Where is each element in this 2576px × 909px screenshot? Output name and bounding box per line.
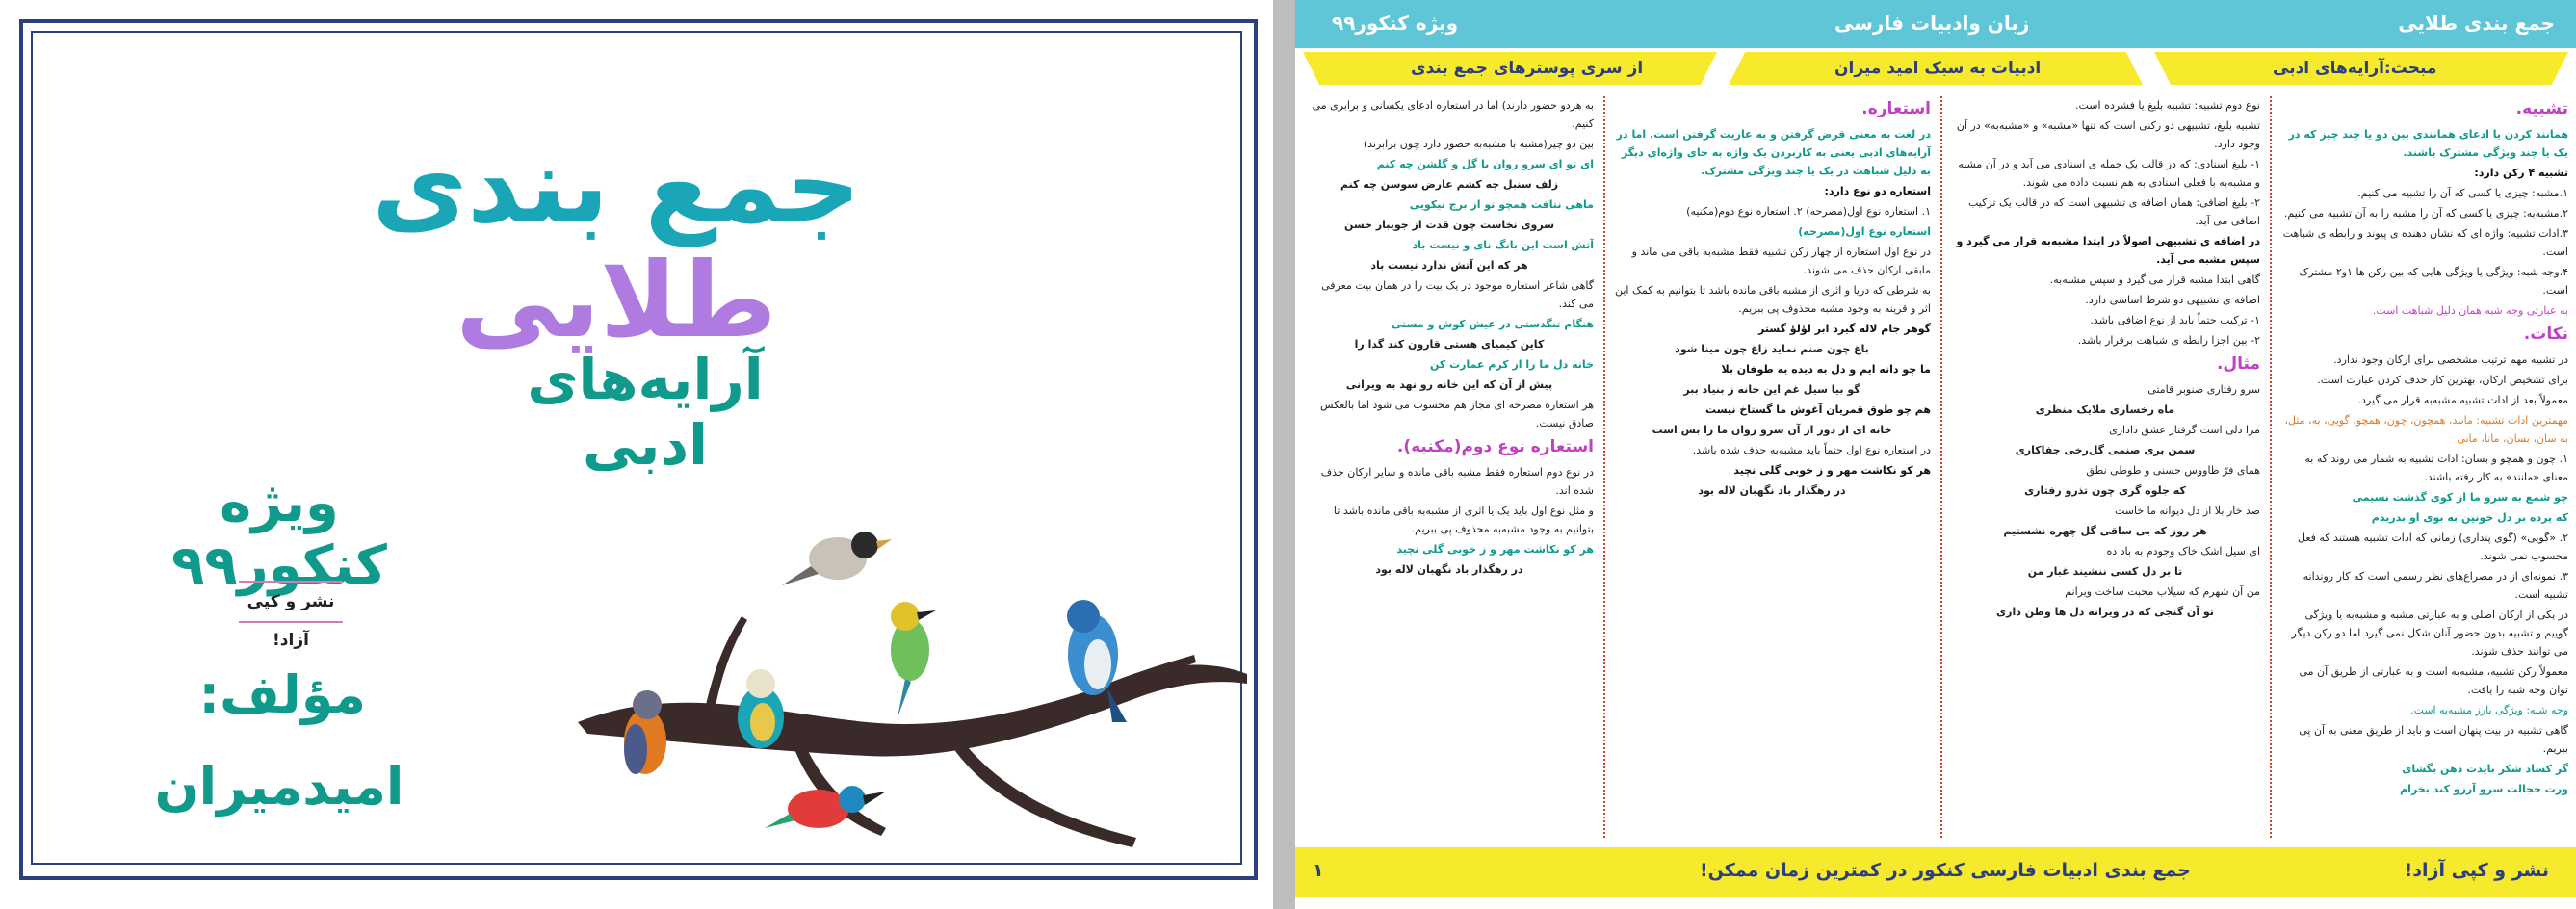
text-line: صد خار بلا از دل دیوانه ما خاست xyxy=(2114,505,2260,517)
text-line: معمولاً بعد از ادات تشبیه مشبه‌به قرار می گیرد. xyxy=(2357,394,2568,406)
bird-blue-tit xyxy=(738,669,784,748)
cover-title-part2: طلایی xyxy=(455,240,777,361)
text-line: ۲- بلیغ اضافی: همان اضافه ی تشبیهی است که در قالب یک ترکیب اضافی می آید. xyxy=(1967,196,2260,227)
birds-on-branch-illustration xyxy=(559,481,1252,867)
column-divider xyxy=(1940,96,1942,838)
cover-title-part1: جمع بندی xyxy=(372,126,861,247)
cover-page xyxy=(0,0,1273,909)
text-line: به هردو حضور دارند) اما در استعاره ادعای یکسانی و برابری می کنیم. xyxy=(1312,99,1594,130)
column-esteare xyxy=(1613,96,1931,838)
text-line: باغ چون صنم نماید زاغ چون مینا شود xyxy=(1675,343,1869,355)
cover-title xyxy=(250,126,982,361)
text-line: گر کساد شکر بایدت دهن بگشای xyxy=(2402,763,2568,775)
column-tashbih-baligh xyxy=(1950,96,2260,838)
text-line: ۲.مشبه‌به: چیزی یا کسی که آن را مشبه را به آن تشبیه می کنیم. xyxy=(2283,207,2568,220)
text-line: به عبارتی وجه شبه همان دلیل شباهت است. xyxy=(2372,304,2568,317)
text-line: سروی نخاست چون قدت از جویبار حسن xyxy=(1343,219,1555,231)
subheader-right-label: مبحث:آرایه‌های ادبی xyxy=(2273,59,2437,78)
header-left-label: ویژه کنکور۹۹ xyxy=(1332,12,1459,35)
text-line: ۲. «گویی» (گوی پنداری) زمانی که ادات تشبیه هستند که فعل محسوب نمی شوند. xyxy=(2298,532,2568,562)
footer-right-label: نشر و کپی آزاد! xyxy=(2404,860,2549,881)
text-line: که پرده بر دل خونین به بوی او بدریدم xyxy=(2371,511,2568,524)
text-line: هر روز که بی ساقی گل چهره نشستیم xyxy=(2003,525,2207,537)
text-line: چو شمع به سرو ما از کوی گذشت نسیمی xyxy=(2352,491,2568,504)
text-line: هنگام تنگدستی در عیش کوش و مستی xyxy=(1392,318,1594,330)
text-line: تشبیه ۴ رکن دارد: xyxy=(2474,167,2568,179)
text-line: ما چو دانه ایم و دل به دیده به طوفان بلا xyxy=(1721,363,1931,376)
text-line: تا بر دل کسی ننشیند غبار من xyxy=(2027,565,2183,578)
subheader-center-label: ادبیات به سبک امید میران xyxy=(1834,59,2042,78)
content-page xyxy=(1295,0,2576,909)
text-line: آتش است این بانگ نای و نیست باد xyxy=(1412,239,1594,251)
text-line: ۱- ترکیب حتماً باید از نوع اضافی باشد. xyxy=(2090,314,2260,326)
text-line: همای فرّ طاووس حسنی و طوطی نطق xyxy=(2086,464,2260,477)
cover-author-name: امیدمیران xyxy=(154,756,404,817)
text-line: برای تشخیص ارکان، بهترین کار حذف کردن عبارت است. xyxy=(2317,374,2568,386)
text-line: در رهگذار باد نگهبان لاله بود xyxy=(1698,484,1846,497)
text-line: در استعاره نوع اول حتماً باید مشبه‌به حذف شده باشد. xyxy=(1692,444,1931,456)
cover-badge: نشر و کپی آزاد! xyxy=(239,581,343,623)
text-line: ۱. استعاره نوع اول(مصرحه) ۲. استعاره نوع دوم(مکنیه) xyxy=(1686,205,1931,218)
text-line: هم چو طوق قمریان آغوش ما گستاخ نیست xyxy=(1705,403,1931,416)
section-heading: نکات. xyxy=(2523,325,2568,344)
header-band xyxy=(1295,0,2576,48)
text-line: گاهی شاعر استعاره موجود در یک بیت را در همان بیت معرفی می کند. xyxy=(1321,279,1594,310)
text-line: ورت خجالت سرو آرزو کند بخرام xyxy=(2400,783,2568,795)
text-line: وجه شبه: ویژگی بارز مشبه‌به است. xyxy=(2410,704,2568,716)
text-line: نوع دوم تشبیه: تشبیه بلیغ یا فشرده است. xyxy=(2075,99,2260,112)
footer-band xyxy=(1295,847,2576,897)
section-heading: تشبیه. xyxy=(2515,99,2568,118)
text-line: مرا دلی است گرفتار عشق داداری xyxy=(2109,424,2260,436)
text-line: ۱. چون و همچو و بسان: ادات تشبیه به شمار می روند که به معنای «مانند» به کار رفته باشند. xyxy=(2304,453,2568,483)
text-line: ۴.وجه شبه: ویژگی یا ویژگی هایی که بین رکن ها ۱و۲ مشترک است. xyxy=(2299,266,2568,297)
text-line: گوهر جام لاله گیرد ابر لؤلؤ گستر xyxy=(1758,323,1931,335)
text-line: ۳. نمونه‌ای از در مصراع‌های نظر رسمی است که کار روندانه تشبیه است. xyxy=(2303,570,2568,601)
subheader-band xyxy=(1295,52,2576,85)
text-line: ۳.ادات تشبیه: واژه ای که نشان دهنده ی پیوند و رابطه ی شباهت است. xyxy=(2282,227,2568,258)
text-line: ماه رخساری ملایک منظری xyxy=(2035,403,2175,416)
cover-author-label: مؤلف: xyxy=(198,664,366,725)
text-line: گو بیا سیل غم این خانه ز بنیاد ببر xyxy=(1683,383,1860,396)
text-line: هر که این آتش ندارد نیست باد xyxy=(1370,259,1528,272)
text-line: در یکی از ارکان اصلی و به عبارتی مشبه و مشبه‌به یا ویژگی گوییم و تشبیه بدون حضور آنان شکل نمی گیرد اما دو رکن دیگر می توانند حذف شوند. xyxy=(2291,609,2568,658)
text-line: استعاره نوع اول(مصرحه) xyxy=(1798,225,1931,238)
text-line: ای تو ای سرو روان با گل و گلشن چه کنم xyxy=(1376,158,1594,170)
text-line: در نوع دوم استعاره فقط مشبه باقی مانده و سایر ارکان حذف شده اند. xyxy=(1320,466,1594,497)
text-line: تو آن گنجی که در ویرانه دل ها وطن داری xyxy=(1996,606,2214,618)
text-line: در تشبیه مهم ترتیب مشخصی برای ارکان وجود ندارد. xyxy=(2333,353,2568,366)
section-heading: مثال. xyxy=(2216,354,2260,374)
subheader-left-label: از سری پوسترهای جمع بندی xyxy=(1411,59,1644,78)
text-line: سمن بری صنمی گل‌رخی جفاکاری xyxy=(2015,444,2196,456)
column-divider xyxy=(2270,96,2272,838)
text-line: معمولاً رکن تشبیه، مشبه‌به است و به عبارتی از طریق آن می توان وجه شبه را یافت. xyxy=(2299,665,2568,696)
section-heading: استعاره. xyxy=(1861,99,1931,118)
footer-center-label: جمع بندی ادبیات فارسی کنکور در کمترین زمان ممکن! xyxy=(1700,860,2191,881)
page-number: ۱ xyxy=(1313,860,1324,881)
text-line: هر استعاره مصرحه ای مجاز هم محسوب می شود اما بالعکس صادق نیست. xyxy=(1320,399,1594,429)
text-line: پیش از آن که این خانه رو نهد به ویرانی xyxy=(1345,378,1553,391)
text-line: تشبیه بلیغ، تشبیهی دو رکنی است که تنها «مشبه» و «مشبه‌به» در آن وجود دارد. xyxy=(1956,119,2260,150)
text-line: گاهی تشبیه در بیت پنهان است و باید از طریق معنی به آن پی ببریم. xyxy=(2299,724,2568,755)
text-line: ۱.مشبه: چیزی یا کسی که آن را تشبیه می کنیم. xyxy=(2357,187,2568,199)
cover-subtitle: آرایه‌های ادبی xyxy=(527,347,764,478)
text-line: ۱- بلیغ اسنادی: که در قالب یک جمله ی اسنادی می آید و در آن مشبه و مشبه‌به با فعلی اسنادی به هم نسبت داده می شوند. xyxy=(1958,158,2260,189)
text-line: به شرطی که دریا و اثری از مشبه باقی مانده باشد تا بتوانیم به کمک این اثر و قرینه به وجود مشبه محذوف پی ببریم. xyxy=(1615,284,1931,315)
bird-robin xyxy=(624,690,666,774)
header-center-label: زبان وادبیات فارسی xyxy=(1834,12,2030,35)
text-line: بین دو چیز(مشبه با مشبه‌به حضور دارد چون برابرند) xyxy=(1363,138,1594,150)
text-line: در نوع اول استعاره از چهار رکن تشبیه فقط مشبه‌به باقی می ماند و مابقی ارکان حذف می شوند. xyxy=(1631,246,1931,276)
header-right-label: جمع بندی طلایی xyxy=(2398,12,2555,35)
text-line: استعاره دو نوع دارد: xyxy=(1824,185,1931,197)
bird-sparrow xyxy=(782,532,892,585)
text-line: و مثل نوع اول باید یک یا اثری از مشبه‌به باقی مانده باشد تا بتوانیم به وجود مشبه‌به محذوف پی ببریم. xyxy=(1333,505,1594,535)
text-line: کاین کیمیای هستی قارون کند گدا را xyxy=(1354,338,1545,351)
text-line: سرو رفتاری صنوبر قامتی xyxy=(2147,383,2260,396)
text-line: ای سیل اشک خاک وجودم به باد ده xyxy=(2106,545,2260,558)
cover-konkur-label: ویژه کنکور۹۹ xyxy=(171,472,387,597)
text-line: خانه ای از دور از آن سرو روان ما را بس است xyxy=(1652,424,1892,436)
text-line: هر کو نکاشت مهر و ز خوبی گلی نچید xyxy=(1396,543,1594,556)
bird-bee-eater xyxy=(891,602,936,717)
text-line: ۲- بین اجزا رابطه ی شباهت برقرار باشد. xyxy=(2077,334,2260,347)
text-line: که جلوه گری چون تذرو رفتاری xyxy=(2024,484,2186,497)
text-line: اضافه ی تشبیهی دو شرط اساسی دارد. xyxy=(2085,294,2260,306)
text-line: در لغت به معنی قرض گرفتن و به عاریت گرفتن است. اما در آرایه‌های ادبی یعنی به کاربردن یک واژه به جای واژه‌ای دیگر به دلیل شباهت در یک یا چند ویژگی مشترک. xyxy=(1616,128,1931,177)
column-divider xyxy=(1603,96,1605,838)
text-line: گاهی ابتدا مشبه قرار می گیرد و سپس مشبه‌به. xyxy=(2049,273,2260,286)
page-gutter xyxy=(1273,0,1295,909)
column-esteare-continued xyxy=(1305,96,1594,838)
text-line: زلف سنبل چه کشم عارض سوسن چه کنم xyxy=(1340,178,1559,191)
text-line: در رهگذار باد نگهبان لاله بود xyxy=(1375,563,1523,576)
column-tashbih xyxy=(2279,96,2568,838)
text-line: در اضافه ی تشبیهی اصولاً در ابتدا مشبه‌به قرار می گیرد و سپس مشبه می آید. xyxy=(1956,235,2260,266)
text-line: من آن شهرم که سیلاب محبت ساخت ویرانم xyxy=(2065,585,2260,598)
text-line: هر کو نکاشت مهر و ز خوبی گلی نچید xyxy=(1733,464,1931,477)
text-line: همانند کردن یا ادعای همانندی بین دو یا چند چیز که در یک یا چند ویژگی مشترک باشند. xyxy=(2288,128,2568,159)
text-line: خانه دل ما را از کرم عمارت کن xyxy=(1429,358,1594,371)
section-heading: استعاره نوع دوم(مکنیه). xyxy=(1396,437,1594,456)
text-line: مهمترین ادات تشبیه: مانند، همچون، چون، همچو، گویی، به، مثل، به سان، بسان، مانا، مانی xyxy=(2284,414,2568,445)
text-line: ماهی نتافت همچو تو از برج نیکویی xyxy=(1409,198,1594,211)
